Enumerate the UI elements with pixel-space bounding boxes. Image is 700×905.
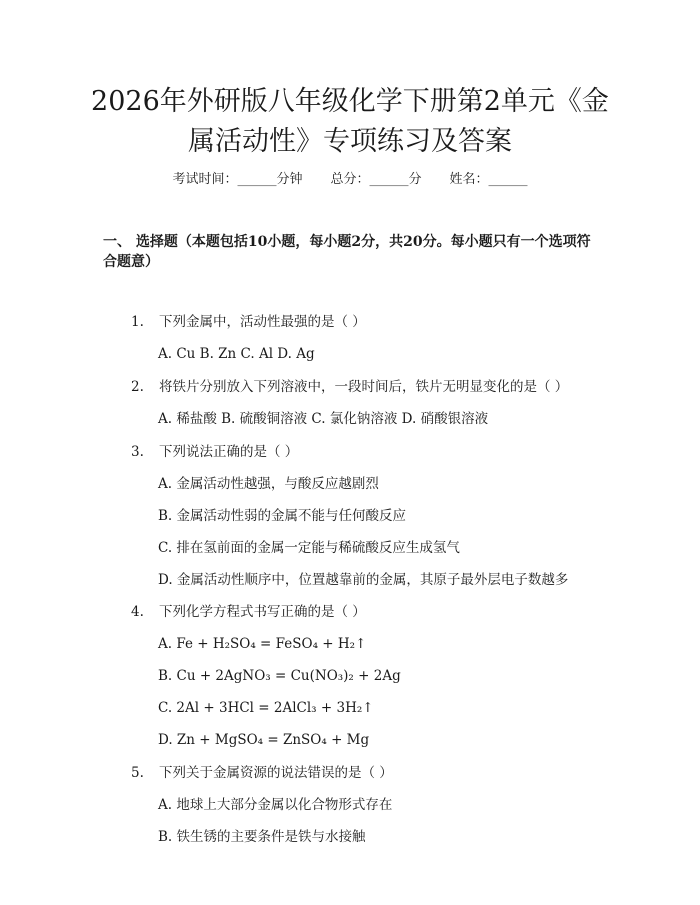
- question-stem: 下列说法正确的是（ ）: [159, 444, 299, 460]
- question-3: [131, 443, 298, 461]
- question-4-option-c: C. 2Al + 3HCl = 2AlCl₃ + 3H₂↑: [158, 700, 374, 716]
- exam-meta: [0, 168, 700, 187]
- question-5-option-b: B. 铁生锈的主要条件是铁与水接触: [158, 829, 366, 845]
- question-3-option-a: A. 金属活动性越强，与酸反应越剧烈: [158, 476, 379, 492]
- question-1-options: A. Cu B. Zn C. Al D. Ag: [158, 346, 315, 362]
- section-heading: 一、 选择题（本题包括10小题，每小题2分，共20分。每小题只有一个选项符合题意）: [103, 234, 591, 270]
- question-2: [131, 378, 568, 396]
- document-title: 2026年外研版八年级化学下册第2单元《金属活动性》专项练习及答案: [91, 86, 609, 157]
- question-4-option-a: A. Fe + H₂SO₄ = FeSO₄ + H₂↑: [158, 636, 367, 652]
- total-score-field: 总分：______分: [330, 172, 422, 187]
- question-3-option-d: D. 金属活动性顺序中，位置越靠前的金属，其原子最外层电子数越多: [158, 572, 569, 588]
- question-1: [131, 313, 366, 331]
- question-5-option-a: A. 地球上大部分金属以化合物形式存在: [158, 797, 393, 813]
- question-4: [131, 603, 366, 621]
- question-4-option-b: B. Cu + 2AgNO₃ = Cu(NO₃)₂ + 2Ag: [158, 668, 401, 684]
- student-name-field: 姓名：______: [449, 172, 528, 187]
- question-number: 4.: [131, 604, 144, 620]
- question-stem: 下列金属中，活动性最强的是（ ）: [159, 314, 366, 330]
- question-number: 1.: [131, 314, 144, 330]
- question-stem: 下列关于金属资源的说法错误的是（ ）: [159, 765, 393, 781]
- question-stem: 下列化学方程式书写正确的是（ ）: [159, 604, 366, 620]
- question-5: [131, 764, 393, 782]
- question-2-options: A. 稀盐酸 B. 硫酸铜溶液 C. 氯化钠溶液 D. 硝酸银溶液: [158, 411, 489, 427]
- question-3-option-b: B. 金属活动性弱的金属不能与任何酸反应: [158, 508, 407, 524]
- question-number: 5.: [131, 765, 144, 781]
- question-3-option-c: C. 排在氢前面的金属一定能与稀硫酸反应生成氢气: [158, 540, 460, 556]
- question-stem: 将铁片分别放入下列溶液中，一段时间后，铁片无明显变化的是（ ）: [159, 379, 569, 395]
- exam-time-field: 考试时间：______分钟: [172, 172, 303, 187]
- question-number: 3.: [131, 444, 144, 460]
- question-number: 2.: [131, 379, 144, 395]
- question-4-option-d: D. Zn + MgSO₄ = ZnSO₄ + Mg: [158, 732, 370, 748]
